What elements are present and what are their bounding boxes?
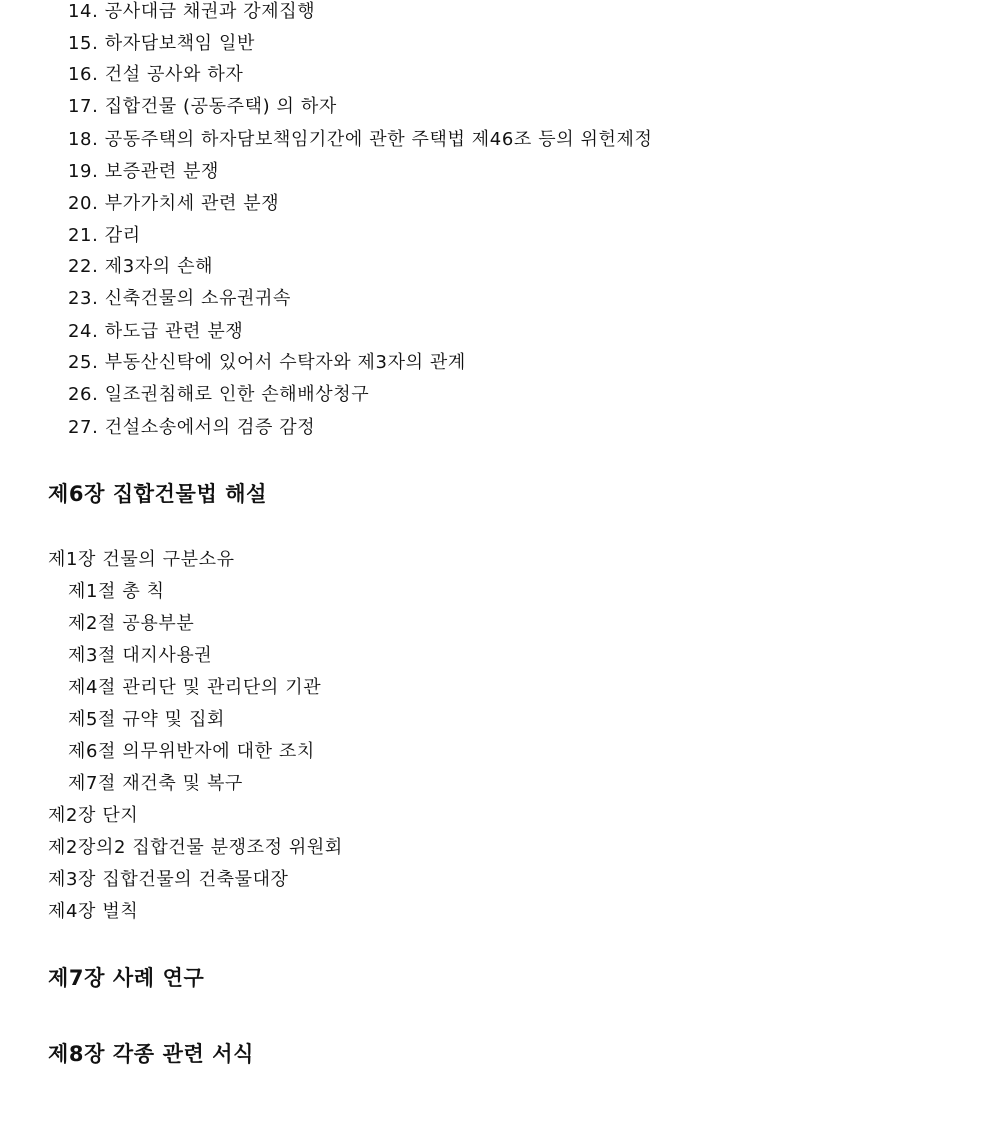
list-item: 24. 하도급 관련 분쟁: [68, 321, 244, 342]
list-item: 22. 제3자의 손해: [68, 256, 214, 277]
list-item: 18. 공동주택의 하자담보책임기간에 관한 주택법 제46조 등의 위헌제정: [68, 129, 653, 150]
section-item: 제3절 대지사용권: [68, 645, 213, 666]
part-title: 제3장 집합건물의 건축물대장: [48, 869, 289, 890]
chapter-6-heading: 제6장 집합건물법 해설: [48, 482, 268, 506]
list-item: 20. 부가가치세 관련 분쟁: [68, 193, 280, 214]
section-item: 제1절 총 칙: [68, 581, 165, 602]
part-title: 제1장 건물의 구분소유: [48, 549, 235, 570]
section-item: 제6절 의무위반자에 대한 조치: [68, 741, 315, 762]
list-item: 19. 보증관련 분쟁: [68, 161, 219, 182]
list-item: 16. 건설 공사와 하자: [68, 64, 244, 85]
section-item: 제7절 재건축 및 복구: [68, 773, 243, 794]
part-title: 제2장 단지: [48, 805, 139, 826]
section-item: 제4절 관리단 및 관리단의 기관: [68, 677, 322, 698]
part-title: 제2장의2 집합건물 분쟁조정 위원회: [48, 837, 343, 858]
list-item: 15. 하자담보책임 일반: [68, 33, 255, 54]
list-item: 26. 일조권침해로 인한 손해배상청구: [68, 384, 370, 405]
part-title: 제4장 벌칙: [48, 901, 139, 922]
list-item: 23. 신축건물의 소유권귀속: [68, 288, 291, 309]
list-item: 17. 집합건물 (공동주택) 의 하자: [68, 96, 337, 117]
chapter-7-heading: 제7장 사례 연구: [48, 966, 205, 990]
chapter-8-heading: 제8장 각종 관련 서식: [48, 1042, 255, 1066]
section-item: 제2절 공용부분: [68, 613, 195, 634]
list-item: 25. 부동산신탁에 있어서 수탁자와 제3자의 관계: [68, 352, 466, 373]
list-item: 14. 공사대금 채권과 강제집행: [68, 1, 316, 22]
list-item: 21. 감리: [68, 225, 141, 246]
list-item: 27. 건설소송에서의 검증 감정: [68, 417, 316, 438]
section-item: 제5절 규약 및 집회: [68, 709, 225, 730]
